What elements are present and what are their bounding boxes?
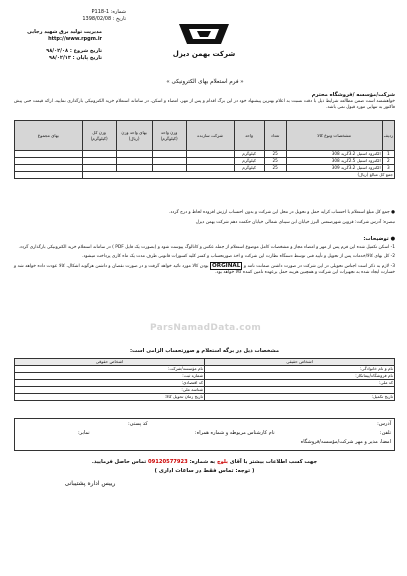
- company-mgmt-block: [10, 29, 102, 43]
- office-hours-note: ( توجه: تماس فقط در ساعات اداری ): [154, 468, 255, 474]
- bidder-title: مشخصات ذیل در برگه استعلام و صورتحساب الزامی است:: [129, 348, 280, 354]
- row-unit-price-cell[interactable]: [116, 151, 152, 158]
- dates-block: [10, 48, 102, 62]
- col-total: بهای مجموع: [15, 121, 83, 151]
- meta-box: [66, 9, 126, 23]
- table-footer-label: جمع کل مبالغ (ریال): [82, 172, 394, 179]
- notes-title: ● توضیحات:: [363, 236, 395, 242]
- row-unit-weight-cell[interactable]: [152, 151, 186, 158]
- bahman-diesel-logo-icon: [175, 20, 233, 48]
- row-unit-weight-cell[interactable]: [152, 158, 186, 165]
- contact-person-name: بلوچ: [216, 459, 228, 465]
- table-row: [15, 165, 395, 172]
- contact-text-c: تماس حاصل فرمایید.: [91, 459, 147, 465]
- col-maker: شرکت سازنده: [186, 121, 234, 151]
- website-link[interactable]: http://www.rpgm.ir: [48, 35, 102, 42]
- start-date: تاریخ شروع : ۹۸/۰۲/۰۸: [46, 48, 102, 54]
- company-mgmt: مدیریت تولید برق شهید رجایی: [27, 29, 102, 35]
- table-footer-row: [15, 172, 395, 179]
- row-qty: 25: [264, 165, 286, 172]
- address-field[interactable]: آدرس:: [377, 421, 391, 427]
- logo: [174, 20, 234, 51]
- col-qty: تعداد: [264, 121, 286, 151]
- contact-text-b: به شماره:: [189, 459, 216, 465]
- row-unit-price-cell[interactable]: [116, 165, 152, 172]
- row-total-cell[interactable]: [15, 165, 83, 172]
- support-head-signature: رییس اداره پشتیبانی: [64, 480, 116, 487]
- col-specs: مشخصات ونوع کالا: [286, 121, 382, 151]
- row-total-weight-cell[interactable]: [82, 165, 116, 172]
- row-total-weight-cell[interactable]: [82, 158, 116, 165]
- postal-code-field[interactable]: کد پستی:: [128, 421, 148, 427]
- row-maker-cell[interactable]: [186, 165, 234, 172]
- original-badge: ORGINAL: [212, 262, 241, 269]
- note-1: 1- اسکن تکمیل شده این فرم پس از مهر و امضاء مجاز و مشخصات کامل موضوع استعلام از جمله عکس و کاتالوگ پیوست شود و (بصورت یک فایل PDF ) در سامانه استعلام خرید الکترونیکی بارگذاری گردد.: [18, 245, 395, 251]
- row-unit: کیلوگرم: [234, 151, 264, 158]
- row-maker-cell[interactable]: [186, 158, 234, 165]
- col-row: ردیف: [382, 121, 394, 151]
- real-field-national-code[interactable]: کد ملی:: [205, 380, 395, 387]
- row-total-weight-cell[interactable]: [82, 151, 116, 158]
- row-number: 2: [382, 158, 394, 165]
- real-field-empty[interactable]: [205, 387, 395, 394]
- note-3-b: بودن کالا مورد تائید خواهد گرفت و در صورت نقصان و داشتن هرگونه اشکال، کالا عودت داده خواهد شد و خسارت ایجاد شده به تجهیزات این شرکت و همچنین هزینه حمل برعهده تامین کننده کالا خواهد بود.: [14, 263, 395, 276]
- col-unit-price: بهای واحد وزن (ریال): [116, 121, 152, 151]
- items-table: [14, 120, 395, 179]
- contact-info-line: [14, 459, 395, 466]
- note-2: 2- کل بهای کالا/خدمات پس از تحویل و تأیید فنی توسط دستگاه نظارت این شرکت و اخذ صورتحساب و کسر کلیه کسورات قانونی ظرف مدت یک ماه کاری پرداخت میشود.: [82, 253, 395, 259]
- legal-field-national-id[interactable]: شناسه ملی:: [15, 387, 205, 394]
- logo-company-name: شرکت بهمن دیزل: [172, 50, 236, 58]
- watermark: ParsNamadData.com: [150, 323, 262, 333]
- rep-field[interactable]: نام کارشناس مربوطه و شماره همراه:: [194, 430, 275, 436]
- bullets: [14, 210, 395, 226]
- row-total-cell[interactable]: [15, 158, 83, 165]
- note-3: [14, 263, 395, 276]
- greeting: شرکت/مؤسسه /فروشگاه محترم: [311, 92, 395, 98]
- row-qty: 25: [264, 151, 286, 158]
- row-qty: 25: [264, 158, 286, 165]
- end-date: تاریخ پایان : ۹۸/۰۲/۱۳: [48, 54, 102, 61]
- contact-phone-number[interactable]: 09120577923: [148, 459, 188, 465]
- note-3-a: 3- لازم به ذکر است اجناس تحویلی در این شرکت در صورت داشتن ضمانت نامه و: [243, 263, 396, 269]
- bidder-table: [14, 358, 395, 401]
- row-spec: الکترود استیل 2.5گرید 308: [286, 158, 382, 165]
- table-row: [15, 158, 395, 165]
- row-number: 3: [382, 165, 394, 172]
- legal-field-registration[interactable]: شماره ثبت:: [15, 373, 205, 380]
- col-total-weight: وزن کل (کیلوگرم): [82, 121, 116, 151]
- intro-text: خواهشمند است ضمن مطالعه شرایط ذیل با دقت نسبت به اعلام بهترین پیشنهاد خود در این برگ اقدام و پس از مهر، امضاء و اسکن، در سامانه استعلام خرید الکترونیکی بارگذاری نمایید، ارائه قیمت حتی پیش فاکتور به تنهایی مورد قبول نمی باشد.: [14, 99, 395, 110]
- form-title: « فرم استعلام بهای الکترونیکی »: [166, 79, 244, 85]
- contact-box: [14, 418, 395, 451]
- row-unit-price-cell[interactable]: [116, 158, 152, 165]
- number-value: P118-1: [91, 9, 110, 15]
- row-number: 1: [382, 151, 394, 158]
- real-field-shop[interactable]: نام فروشگاه/پیمانکار:: [205, 373, 395, 380]
- row-unit: کیلوگرم: [234, 165, 264, 172]
- row-spec: الکترود استیل 3.2گرید 309: [286, 165, 382, 172]
- table-row: [15, 151, 395, 158]
- bullet-total-note: ● جمع کل مبلغ استعلام با احتساب کرایه حمل و تحویل در محل این شرکت و بدون احتساب ارزش افزوده لحاظ و درج گردد.: [168, 210, 395, 215]
- row-unit: کیلوگرم: [234, 158, 264, 165]
- real-person-header: اشخاص حقیقی: [205, 359, 395, 366]
- legal-person-header: اشخاص حقوقی: [15, 359, 205, 366]
- contact-row-1: [18, 421, 391, 430]
- legal-field-delivery-date[interactable]: تاریخ زمان تحویل کالا:: [15, 394, 205, 401]
- signature-field[interactable]: امضا، مدیر و مهر شرکت/مؤسسه/فروشگاه: [300, 439, 391, 445]
- phone-field[interactable]: تلفن:: [379, 430, 391, 436]
- row-total-cell[interactable]: [15, 151, 83, 158]
- row-maker-cell[interactable]: [186, 151, 234, 158]
- legal-field-economic-code[interactable]: کد اقتصادی:: [15, 380, 205, 387]
- items-table-wrap: [14, 120, 395, 179]
- col-unit-weight: وزن واحد (کیلوگرم): [152, 121, 186, 151]
- col-unit: واحد: [234, 121, 264, 151]
- number-label: شماره:: [110, 9, 126, 15]
- fax-field[interactable]: نمابر:: [78, 430, 90, 436]
- contact-row-2: [18, 430, 391, 439]
- row-spec: الکترود استیل 3.2گرید 308: [286, 151, 382, 158]
- notes: [14, 236, 395, 276]
- grand-total-cell[interactable]: [15, 172, 83, 179]
- date-label: تاریخ :: [112, 15, 126, 22]
- bullet-address-note: تبصره: آدرس شرکت: قزوین شهرصنعتی البرز خیابان ابن سینای شمالی خیابان حکمت دهم شرکت بهمن دیزل: [195, 219, 395, 225]
- real-field-completion-date[interactable]: تاریخ تکمیل:: [205, 394, 395, 401]
- real-field-name[interactable]: نام و نام خانوادگی:: [205, 366, 395, 373]
- legal-field-company[interactable]: نام مؤسسه/شرکت:: [15, 366, 205, 373]
- contact-text-a: جهت کسب اطلاعات بیشتر با آقای: [229, 459, 318, 465]
- intro: [14, 92, 395, 111]
- bidder-table-wrap: [14, 358, 395, 401]
- row-unit-weight-cell[interactable]: [152, 165, 186, 172]
- date-value: 1398/02/08: [82, 15, 112, 22]
